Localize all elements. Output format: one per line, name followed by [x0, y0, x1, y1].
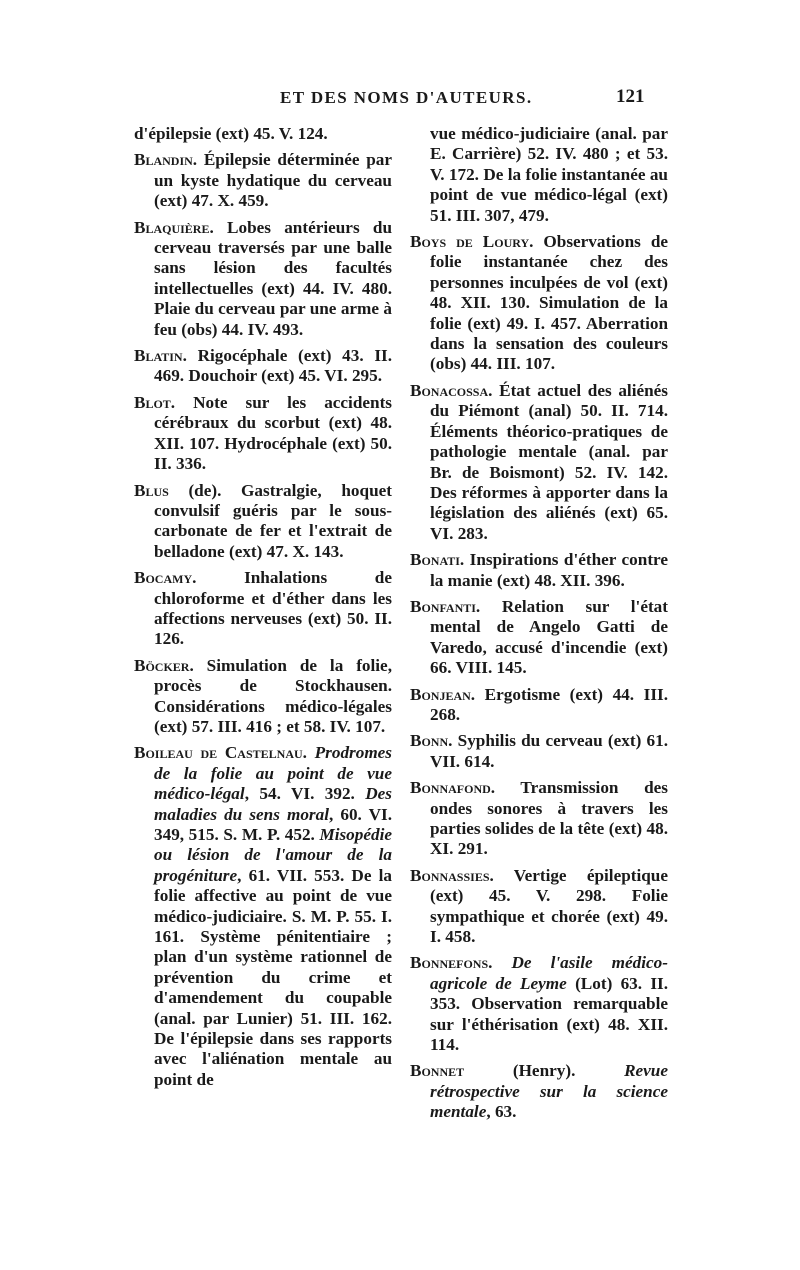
- entry-title-italic: De l'asile médico-agricole de Leyme: [430, 953, 668, 993]
- entry-text: , 61. VII. 553. De la folie affective au point de vue médico-judiciaire. S. M. P. 55. I. 161. Système pénitentiaire ; plan d'un système rationnel de prévention du crime et d'amendement du coupable (anal. par Lunier) 51. III. 162. De l'épilepsie dans ses rapports avec l'aliénation mentale au point de: [154, 865, 392, 1089]
- entry-author-name: Bocamy.: [134, 568, 197, 588]
- entry-text: État actuel des aliénés du Piémont (anal) 50. II. 714. Éléments théorico-pratiques de pathologie mentale (anal. par Br. de Boismont) 52. IV. 142. Des réformes à apporter dans la législation des aliénés (ext) 65. VI. 283.: [430, 380, 668, 543]
- entry-text: Observations de folie instantanée chez des personnes inculpées de vol (ext) 48. XII. 130. Simulation de la folie (ext) 49. I. 457. Aberration dans la sensation des couleurs (obs) 44. III. 107.: [430, 232, 669, 374]
- entry-text: Note sur les accidents cérébraux du scorbut (ext) 48. XII. 107. Hydrocéphale (ext) 50. II. 336.: [154, 392, 392, 474]
- index-entry: [134, 393, 392, 475]
- entry-author-name: Bonacossa.: [410, 380, 493, 400]
- entry-author-name: Blot.: [134, 392, 176, 412]
- entry-author-name: Blus: [134, 480, 169, 500]
- entry-text: , 60. VI. 349, 515. S. M. P. 452.: [154, 804, 392, 844]
- entry-text: (de). Gastralgie, hoquet convulsif guéris par le sous-carbonate de fer et l'extrait de belladone (ext) 47. X. 143.: [154, 480, 392, 561]
- entry-text: Rigocéphale (ext) 43. II. 469. Douchoir (ext) 45. VI. 295.: [154, 346, 392, 386]
- index-entry: [134, 346, 392, 387]
- index-entry: [134, 481, 392, 563]
- entry-text: d'épilepsie (ext) 45. V. 124.: [134, 124, 328, 143]
- entry-author-name: Bonnafond.: [410, 778, 496, 798]
- entry-text: [307, 743, 315, 762]
- index-entry: [410, 685, 668, 726]
- left-column: [134, 124, 392, 1096]
- entry-text: Relation sur l'état mental de Angelo Gatti de Varedo, accusé d'incendie (ext) 66. VIII. 145.: [430, 596, 668, 678]
- entry-author-name: Bonjean.: [410, 684, 476, 704]
- entry-text: Simulation de la folie, procès de Stockhausen. Considérations médico-légales (ext) 57. III. 416 ; et 58. IV. 107.: [154, 655, 392, 736]
- entry-text: Vertige épileptique (ext) 45. V. 298. Folie sympathique et chorée (ext) 49. I. 458.: [430, 865, 668, 947]
- entry-author-name: Blatin.: [134, 346, 187, 366]
- entry-text: Ergotisme (ext) 44. III. 268.: [430, 684, 668, 724]
- entry-text: Inhalations de chloroforme et d'éther dans les affections nerveuses (ext) 50. II. 126.: [154, 568, 392, 649]
- index-entry: [134, 568, 392, 650]
- entry-title-italic: Misopédie ou lésion de l'amour de la progéniture: [154, 825, 392, 885]
- index-entry: [410, 866, 668, 948]
- index-entry: [410, 731, 668, 772]
- index-entry: [410, 778, 668, 860]
- right-column: [410, 124, 668, 1129]
- entry-author-name: Böcker.: [134, 655, 194, 675]
- entry-author-name: Blandin.: [134, 150, 198, 170]
- entry-author-name: Bonfanti.: [410, 596, 481, 616]
- page-number: 121: [616, 86, 645, 107]
- entry-text: (Lot) 63. II. 353. Observation remarquable sur l'éthérisation (ext) 48. XII. 114.: [430, 973, 668, 1055]
- entry-text: Syphilis du cerveau (ext) 61. VII. 614.: [430, 731, 668, 771]
- index-entry: [410, 381, 668, 544]
- index-entry: [134, 743, 392, 1090]
- entry-text: [492, 953, 511, 972]
- entry-author-name: Blaquière.: [134, 217, 214, 237]
- entry-author-name: Bonnefons.: [410, 953, 493, 973]
- entry-author-name: Bonn.: [410, 731, 453, 751]
- index-entry: [410, 550, 668, 591]
- index-entry: [410, 597, 668, 679]
- index-entry: [410, 124, 668, 226]
- entry-title-italic: Des maladies du sens moral: [154, 784, 392, 824]
- entry-author-name: Bonnassies.: [410, 865, 494, 885]
- entry-text: Inspirations d'éther contre la manie (ext) 48. XII. 396.: [430, 550, 668, 590]
- running-head: ET DES NOMS D'AUTEURS.: [280, 88, 533, 107]
- index-entry: [410, 1061, 668, 1122]
- entry-text: Transmission des ondes sonores à travers les parties solides de la tête (ext) 48. XI. 291.: [430, 778, 668, 859]
- entry-author-name: Boys de Loury.: [410, 232, 534, 252]
- index-entry: [134, 124, 392, 144]
- entry-text: vue médico-judiciaire (anal. par E. Carrière) 52. IV. 480 ; et 53. V. 172. De la folie instantanée au point de vue médico-légal (ext) 51. III. 307, 479.: [430, 124, 668, 225]
- index-entry: [134, 150, 392, 211]
- entry-text: Épilepsie déterminée par un kyste hydatique du cerveau (ext) 47. X. 459.: [154, 150, 392, 211]
- index-entry: [410, 232, 668, 375]
- entry-text: , 54. VI. 392.: [244, 784, 366, 804]
- index-entry: [134, 218, 392, 340]
- entry-author-name: Boileau de Castelnau.: [134, 743, 307, 763]
- entry-title-italic: Prodromes de la folie au point de vue médico-légal: [154, 743, 392, 804]
- entry-author-name: Bonnet: [410, 1061, 465, 1081]
- entry-text: (Henry).: [464, 1061, 625, 1081]
- entry-title-italic: Revue rétrospective sur la science mentale: [430, 1061, 668, 1122]
- index-entry: [410, 953, 668, 1055]
- entry-author-name: Bonati.: [410, 550, 465, 570]
- entry-text: , 63.: [486, 1102, 517, 1122]
- entry-text: Lobes antérieurs du cerveau traversés par une balle sans lésion des facultés intellectuelles (ext) 44. IV. 480. Plaie du cerveau par une arme à feu (obs) 44. IV. 493.: [154, 217, 392, 339]
- index-entry: [134, 656, 392, 738]
